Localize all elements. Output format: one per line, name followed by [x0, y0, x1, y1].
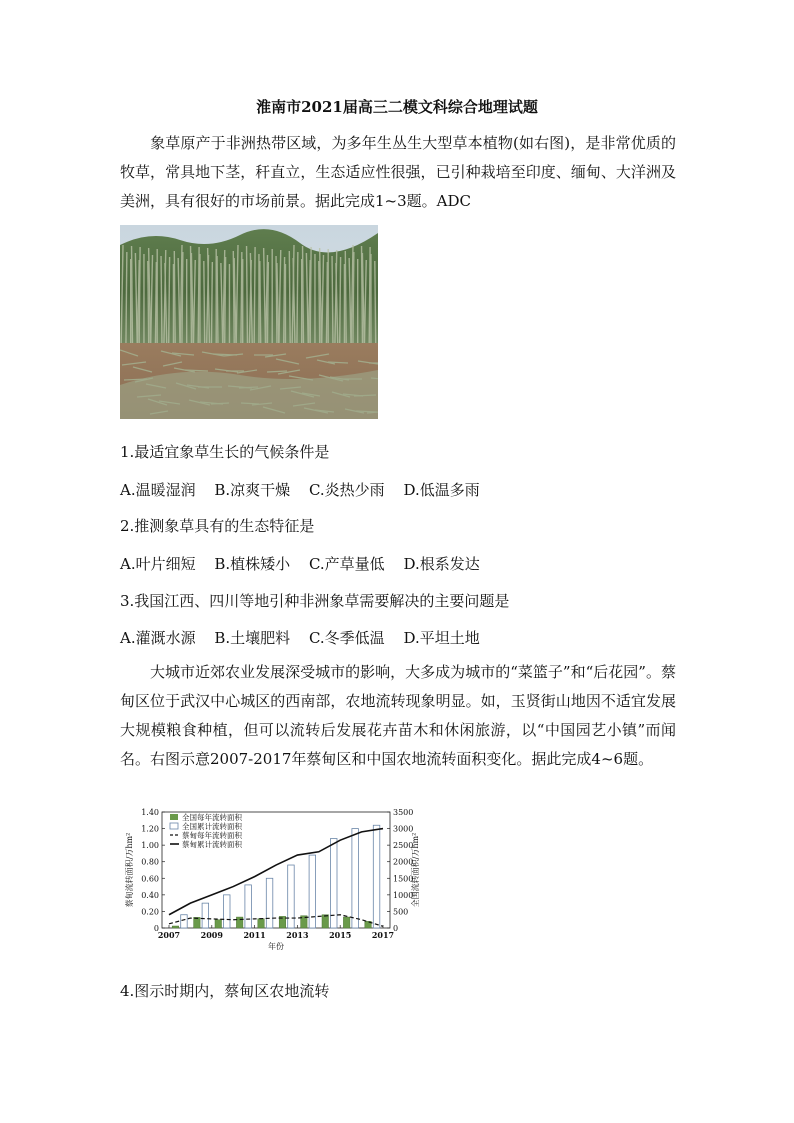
left-tick-label: 0: [153, 924, 159, 933]
cumulative-bar: [331, 839, 338, 928]
left-tick-label: 0.80: [141, 857, 159, 867]
left-axis-label: 蔡甸流转面积/万hm²: [125, 832, 134, 908]
question-3-options: [120, 627, 494, 649]
left-tick-label: 0.40: [141, 890, 159, 900]
question-1-options: [120, 479, 494, 501]
legend-label: 全国累计流转面积: [182, 822, 242, 831]
cumulative-bar: [373, 825, 380, 928]
question-2: 2.推测象草具有的生态特征是: [120, 517, 315, 535]
legend-label: 全国每年流转面积: [182, 813, 242, 822]
question-3: 3.我国江西、四川等地引种非洲象草需要解决的主要问题是: [120, 592, 510, 610]
yearly-bar: [258, 919, 265, 928]
left-tick-label: 0.20: [141, 907, 159, 917]
option-a: A.温暖湿润: [120, 481, 196, 499]
grass-illustration: [120, 225, 378, 419]
x-axis-label: 年份: [268, 942, 284, 951]
right-axis-label: 全国流转面积/万hm²: [411, 832, 420, 908]
passage-2: [120, 658, 676, 774]
yearly-bar: [172, 926, 179, 928]
legend-label: 蔡甸每年流转面积: [182, 831, 242, 840]
x-tick-label: 2007: [157, 930, 181, 940]
question-2-options: [120, 553, 494, 575]
option-d: D.低温多雨: [403, 481, 480, 499]
option-b: B.土壤肥料: [214, 629, 291, 647]
passage-1: [120, 129, 676, 216]
page-title: 淮南市2021届高三二模文科综合地理试题: [256, 98, 538, 116]
option-c: C.炎热少雨: [308, 481, 385, 499]
yearly-bar: [215, 920, 222, 928]
right-tick-label: 3000: [393, 824, 414, 834]
yearly-bar: [322, 915, 329, 928]
right-tick-label: 3500: [393, 808, 414, 817]
yearly-bar: [343, 917, 350, 928]
legend-swatch-cumulative: [170, 823, 178, 829]
caidian-yearly-line: [169, 915, 383, 927]
right-tick-label: 0: [393, 924, 399, 933]
left-tick-label: 1.40: [141, 808, 159, 817]
left-tick-label: 1.00: [141, 841, 159, 851]
x-tick-label: 2017: [371, 930, 395, 940]
passage-1-text: 象草原产于非洲热带区域，为多年生丛生大型草本植物(如右图)，是非常优质的牧草，常具地下茎，秆直立，生态适应性很强，已引种栽培至印度、缅甸、大洋洲及美洲，具有很好的市场前景。据此完成1~3题。ADC: [120, 134, 676, 210]
option-c: C.产草量低: [308, 555, 385, 573]
elephant-grass-photo: [120, 225, 378, 419]
legend-label: 蔡甸累计流转面积: [182, 840, 242, 849]
x-tick-label: 2009: [200, 930, 223, 940]
yearly-bar: [194, 917, 201, 928]
option-d: D.平坦土地: [403, 629, 480, 647]
chart-canvas: [120, 800, 420, 960]
option-d: D.根系发达: [403, 555, 480, 573]
cumulative-bar: [245, 885, 252, 928]
question-4: 4.图示时期内，蔡甸区农地流转: [120, 982, 330, 1000]
x-tick-label: 2011: [243, 930, 266, 940]
option-a: A.灌溉水源: [120, 629, 196, 647]
option-b: B.植株矮小: [214, 555, 291, 573]
cumulative-bar: [181, 915, 188, 928]
x-tick-label: 2015: [329, 930, 352, 940]
cumulative-bar: [352, 829, 359, 928]
left-tick-label: 0.60: [141, 874, 159, 884]
legend-swatch-yearly: [170, 814, 178, 820]
cumulative-bar: [224, 895, 231, 928]
passage-2-text: 大城市近郊农业发展深受城市的影响，大多成为城市的“菜篮子”和“后花园”。蔡甸区位于武汉中心城区的西南部，农地流转现象明显。如，玉贤街山地因不适宜发展大规模粮食种植，但可以流转后发展花卉苗木和休闲旅游，以“中国园艺小镇”而闻名。右图示意2007-2017年蔡甸区和中国农地流转面积变化。据此完成4~6题。: [120, 663, 676, 768]
option-b: B.凉爽干燥: [214, 481, 291, 499]
right-tick-label: 2500: [393, 841, 414, 851]
right-tick-label: 1000: [393, 890, 414, 900]
option-a: A.叶片细短: [120, 555, 196, 573]
option-c: C.冬季低温: [308, 629, 385, 647]
right-tick-label: 500: [393, 907, 409, 917]
cumulative-bar: [266, 878, 273, 928]
right-tick-label: 2000: [393, 857, 414, 867]
yearly-bar: [236, 917, 243, 928]
cumulative-bar: [202, 903, 209, 928]
land-transfer-chart: [120, 800, 420, 960]
right-tick-label: 1500: [393, 874, 414, 884]
x-tick-label: 2013: [286, 930, 309, 940]
question-1: 1.最适宜象草生长的气候条件是: [120, 443, 330, 461]
left-tick-label: 1.20: [141, 824, 159, 834]
